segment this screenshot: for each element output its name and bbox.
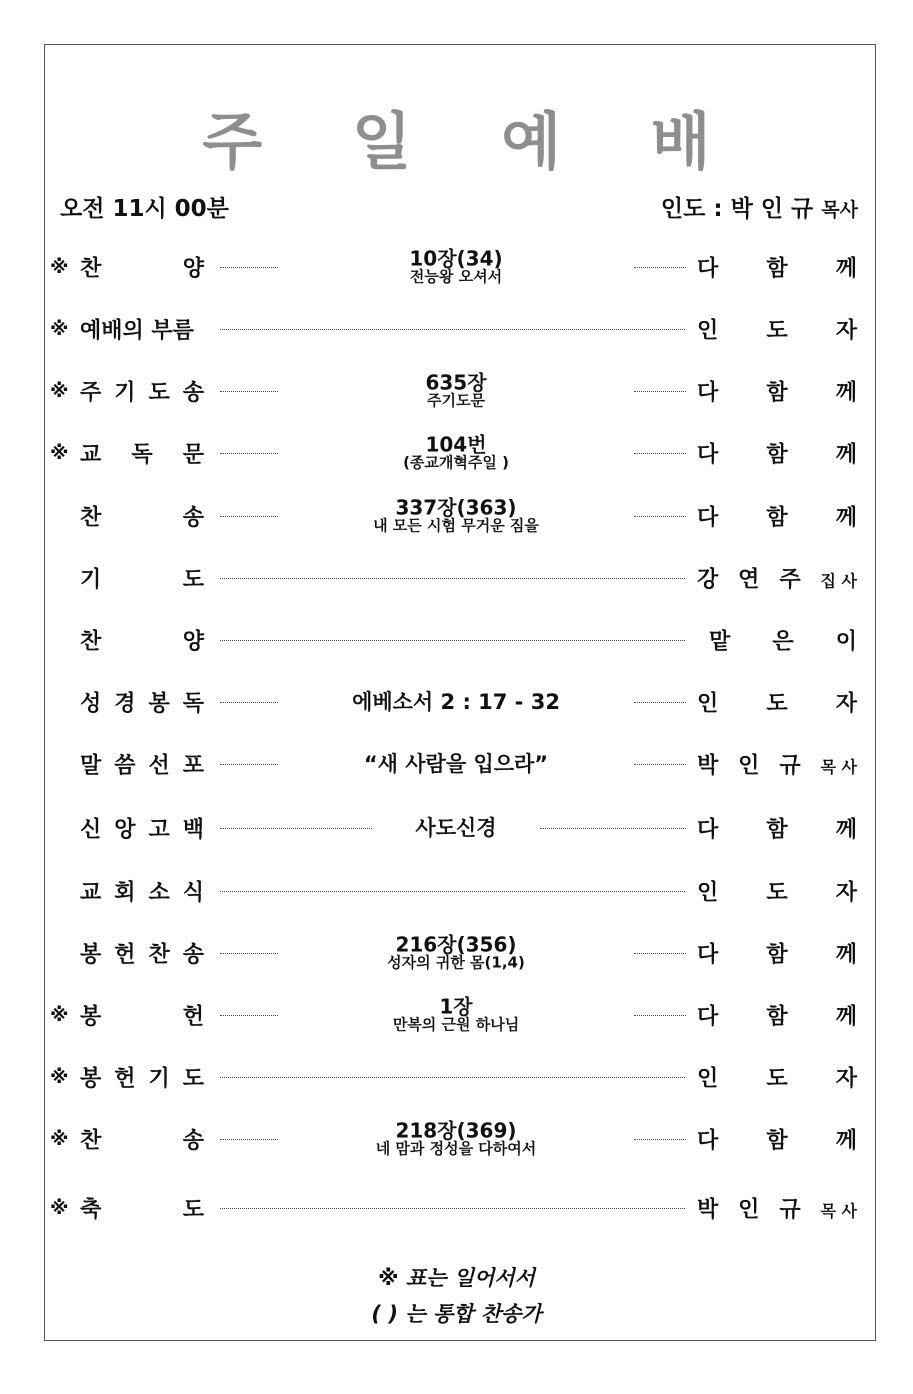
item-person-part: 인: [738, 1197, 760, 1223]
leader-line: [220, 453, 278, 454]
item-person-part: 박: [697, 1197, 719, 1223]
item-content: [278, 1118, 634, 1158]
item-label-char: 독: [131, 442, 153, 468]
item-person-part: 함: [766, 380, 788, 406]
item-person-part: 박: [697, 753, 719, 779]
item-person: [697, 1193, 857, 1224]
item-label: [80, 501, 204, 532]
item-label: [80, 376, 204, 407]
item-person: [697, 252, 857, 283]
item-person-part: 이: [835, 629, 857, 655]
item-label-char: 헌: [114, 1066, 136, 1092]
item-person-part: 자: [835, 880, 857, 906]
item-label-char: 헌: [114, 942, 136, 968]
item-label-char: 독: [182, 691, 204, 717]
standing-mark: ※: [50, 380, 69, 402]
item-person-part: 인: [697, 318, 719, 344]
item-main: “새 사람을 입으라”: [363, 751, 549, 776]
item-label-char: 기: [80, 567, 102, 593]
item-sub: 만복의 근원 하나님: [392, 1015, 520, 1034]
leader-title: 목사: [821, 199, 858, 221]
item-label-char: 앙: [114, 817, 136, 843]
item-person-part: 연: [738, 567, 760, 593]
item-label-char: 양: [182, 256, 204, 282]
item-sub: 주기도문: [427, 391, 485, 410]
order-item: [0, 733, 913, 795]
item-label-char: 축: [80, 1197, 102, 1223]
item-label: [80, 1193, 204, 1224]
item-label-char: 양: [182, 629, 204, 655]
item-sub: 전능왕 오셔서: [409, 267, 503, 286]
page-title: 주 일 예 배: [202, 105, 745, 178]
item-person-part: 목 사: [820, 1201, 857, 1221]
leader-line: [220, 329, 685, 330]
item-person-part: 인: [697, 691, 719, 717]
item-label-char: 주: [80, 380, 102, 406]
item-label: [80, 625, 204, 656]
order-item: [0, 609, 913, 671]
item-person-part: 은: [772, 629, 794, 655]
item-person: [697, 876, 857, 907]
order-item: [0, 485, 913, 547]
item-label: [80, 687, 204, 718]
item-main: 10장(34): [409, 246, 503, 271]
item-person-part: 함: [766, 505, 788, 531]
item-person-part: 께: [835, 942, 857, 968]
item-person: [697, 749, 857, 780]
item-person-part: 께: [835, 442, 857, 468]
item-person-part: 께: [835, 380, 857, 406]
item-person-part: 다: [697, 1128, 719, 1154]
item-person-part: 함: [766, 1128, 788, 1154]
standing-mark: ※: [50, 1128, 69, 1150]
item-person-part: 께: [835, 1128, 857, 1154]
leader-line: [634, 391, 686, 392]
item-label: [80, 813, 204, 844]
leader-line: [220, 267, 278, 268]
item-label-char: 백: [182, 817, 204, 843]
item-person: [709, 625, 857, 656]
item-label-char: 회: [114, 880, 136, 906]
item-person-part: 께: [835, 505, 857, 531]
item-label-char: 식: [182, 880, 204, 906]
item-label: [80, 1000, 204, 1031]
item-label-char: 찬: [80, 505, 102, 531]
leader-line: [220, 578, 685, 579]
standing-mark: ※: [50, 442, 69, 464]
item-person-part: 함: [766, 442, 788, 468]
leader-line: [634, 516, 686, 517]
item-label-char: 도: [148, 380, 170, 406]
item-person-part: 도: [766, 880, 788, 906]
item-person-part: 주: [779, 567, 801, 593]
item-label-char: 봉: [80, 942, 102, 968]
item-main: 337장(363): [395, 495, 517, 520]
item-label-char: 소: [148, 880, 170, 906]
order-item: [0, 797, 913, 859]
item-label-char: 경: [114, 691, 136, 717]
item-content: [278, 246, 634, 286]
item-person-part: 다: [697, 380, 719, 406]
item-label-char: 찬: [80, 1128, 102, 1154]
item-label: [80, 876, 204, 907]
item-label: [80, 749, 204, 780]
order-item: [0, 860, 913, 922]
item-person-part: 함: [766, 817, 788, 843]
leader-line: [220, 1208, 685, 1209]
item-person: [697, 1062, 857, 1093]
item-label-char: 문: [182, 442, 204, 468]
item-sub: 내 모든 시험 무거운 짐을: [373, 516, 539, 535]
standing-mark: ※: [50, 1197, 69, 1219]
leader-line: [634, 702, 686, 703]
item-label: [80, 314, 204, 345]
item-label-char: 봉: [148, 691, 170, 717]
standing-mark: ※: [50, 318, 69, 340]
item-person-part: 자: [835, 1066, 857, 1092]
leader-line: [220, 1077, 685, 1078]
item-label-char: 봉: [80, 1066, 102, 1092]
item-content: [278, 817, 634, 839]
item-label-char: 도: [182, 567, 204, 593]
item-person-part: 다: [697, 942, 719, 968]
item-label-char: 헌: [182, 1004, 204, 1030]
order-item: [0, 671, 913, 733]
item-person-part: 강: [697, 567, 719, 593]
order-item: [0, 360, 913, 422]
note-standing: ※ 표는 일어서서: [378, 1266, 535, 1290]
order-item: [0, 236, 913, 298]
item-person-part: 다: [697, 442, 719, 468]
item-person-part: 인: [697, 1066, 719, 1092]
item-label-char: 기: [114, 380, 136, 406]
item-person-part: 다: [697, 505, 719, 531]
leader-line: [220, 891, 685, 892]
leader-line: [220, 1139, 278, 1140]
item-label-char: 도: [182, 1197, 204, 1223]
item-label: [80, 1062, 204, 1093]
leader-line: [220, 391, 278, 392]
item-person: [697, 1000, 857, 1031]
item-person: [697, 314, 857, 345]
item-person-part: 함: [766, 942, 788, 968]
item-person: [697, 687, 857, 718]
item-label-char: 포: [182, 753, 204, 779]
standing-mark: ※: [50, 1004, 69, 1026]
item-content: [278, 432, 634, 472]
order-item: [0, 1108, 913, 1170]
item-label: [80, 1124, 204, 1155]
order-item: [0, 922, 913, 984]
item-person: [697, 563, 857, 594]
leader-line: [634, 764, 686, 765]
item-person-part: 도: [766, 691, 788, 717]
item-content: [278, 932, 634, 972]
leader-name: 박 인 규: [730, 196, 814, 222]
item-content: [278, 753, 634, 775]
item-label: [80, 938, 204, 969]
item-label-char: 기: [148, 1066, 170, 1092]
order-item: [0, 1177, 913, 1239]
item-main: 1장: [439, 994, 473, 1019]
item-person-part: 규: [779, 1197, 801, 1223]
item-content: [278, 994, 634, 1034]
item-main: 104번: [425, 432, 487, 457]
item-person-part: 함: [766, 256, 788, 282]
item-person-part: 목 사: [820, 757, 857, 777]
leader-line: [220, 953, 278, 954]
item-main: 에베소서 2 : 17 - 32: [352, 689, 560, 714]
item-main: 218장(369): [395, 1118, 517, 1143]
note-hymnal: ( ) 는 통합 찬송가: [371, 1302, 542, 1326]
order-item: [0, 984, 913, 1046]
item-label-char: 신: [80, 817, 102, 843]
item-content: [278, 370, 634, 410]
order-item: [0, 298, 913, 360]
item-label-char: 고: [148, 817, 170, 843]
item-person-part: 께: [835, 817, 857, 843]
standing-mark: ※: [50, 256, 69, 278]
leader-line: [634, 953, 686, 954]
leader-line: [634, 1015, 686, 1016]
item-label-char: 찬: [80, 256, 102, 282]
item-label-char: 송: [182, 505, 204, 531]
item-person: [697, 438, 857, 469]
item-person-part: 자: [835, 318, 857, 344]
order-item: [0, 1046, 913, 1108]
item-label: [80, 438, 204, 469]
item-label-char: 선: [148, 753, 170, 779]
item-content: [278, 495, 634, 535]
item-label-char: 교: [80, 880, 102, 906]
leader-line: [634, 1139, 686, 1140]
item-person: [697, 1124, 857, 1155]
item-label-char: 찬: [80, 629, 102, 655]
item-label-char: 도: [182, 1066, 204, 1092]
item-content: [278, 691, 634, 713]
item-label-char: 성: [80, 691, 102, 717]
item-person-part: 인: [738, 753, 760, 779]
leader-line: [634, 267, 686, 268]
item-main: 635장: [425, 370, 487, 395]
item-label-char: 찬: [148, 942, 170, 968]
item-person-part: 께: [835, 256, 857, 282]
item-person-part: 도: [766, 1066, 788, 1092]
leader-label: 인도 :: [660, 196, 723, 222]
service-leader: [661, 190, 858, 223]
item-person-part: 도: [766, 318, 788, 344]
item-label-char: 씀: [114, 753, 136, 779]
item-person-part: 함: [766, 1004, 788, 1030]
item-person-part: 맡: [709, 629, 731, 655]
item-person-part: 인: [697, 880, 719, 906]
item-person: [697, 501, 857, 532]
item-label-char: 예배의 부름: [80, 318, 194, 344]
item-person-part: 다: [697, 817, 719, 843]
item-person: [697, 938, 857, 969]
item-person-part: 자: [835, 691, 857, 717]
leader-line: [220, 764, 278, 765]
item-label-char: 교: [80, 442, 102, 468]
item-person-part: 집 사: [820, 571, 857, 591]
item-main: 216장(356): [395, 932, 517, 957]
item-label-char: 말: [80, 753, 102, 779]
item-label-char: 송: [182, 1128, 204, 1154]
order-item: [0, 422, 913, 484]
item-person-part: 다: [697, 256, 719, 282]
item-label: [80, 252, 204, 283]
item-person-part: 다: [697, 1004, 719, 1030]
item-person-part: 께: [835, 1004, 857, 1030]
leader-line: [220, 702, 278, 703]
leader-line: [634, 453, 686, 454]
item-person: [697, 813, 857, 844]
service-time: 오전 11시 00분: [60, 196, 229, 222]
leader-line: [220, 640, 685, 641]
item-label-char: 송: [182, 942, 204, 968]
leader-line: [220, 1015, 278, 1016]
item-person-part: 규: [779, 753, 801, 779]
standing-mark: ※: [50, 1066, 69, 1088]
item-person: [697, 376, 857, 407]
item-label-char: 송: [182, 380, 204, 406]
item-sub: 성자의 귀한 몸(1,4): [387, 953, 525, 972]
order-item: [0, 547, 913, 609]
item-main: 사도신경: [415, 815, 497, 840]
item-label-char: 봉: [80, 1004, 102, 1030]
item-label: [80, 563, 204, 594]
item-sub: 네 맘과 정성을 다하여서: [375, 1139, 537, 1158]
leader-line: [220, 516, 278, 517]
item-sub: (종교개혁주일 ): [403, 453, 509, 472]
